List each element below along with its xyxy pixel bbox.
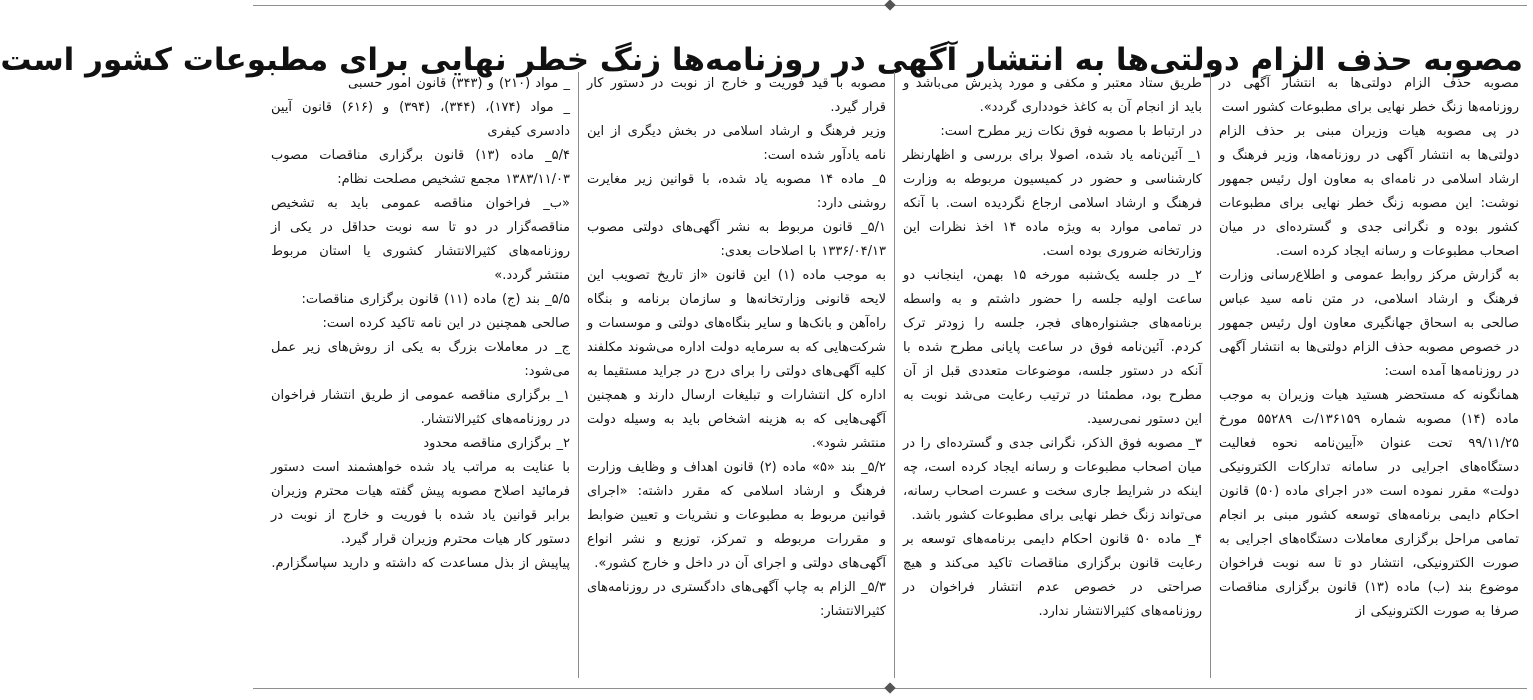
paragraph: ۴_ ماده ۵۰ قانون احکام دایمی برنامه‌های توسعه بر رعایت قانون برگزاری مناقصات تاکید می‌کند و هیچ صراحتی در خصوص عدم انتشار فراخوان در روزنامه‌های کثیرالانتشار ندارد. — [903, 532, 1202, 619]
paragraph: در پی مصوبه هیات وزیران مبنی بر حذف الزام دولتی‌ها به انتشار آگهی در روزنامه‌ها، وزیر فرهنگ و ارشاد اسلامی در نامه‌ای به معاون اول رئیس جمهور نوشت: این مصوبه زنگ خطر نهایی برای مطبوعات کشور بوده و نگرانی جدی و گسترده‌ای در میان اصحاب مطبوعات و رسانه ایجاد کرده است. — [1219, 124, 1519, 259]
paragraph: ۵/۵_ بند (ج) ماده (۱۱) قانون برگزاری مناقصات: — [301, 292, 570, 307]
paragraph: ۵/۳_ الزام به چاپ آگهی‌های دادگستری در روزنامه‌های کثیرالانتشار: — [587, 580, 886, 619]
paragraph: _ مواد (۲۱۰) و (۳۴۳) قانون امور حسبی — [347, 76, 570, 91]
paragraph: مصوبه حذف الزام دولتی‌ها به انتشار آگهی در روزنامه‌ها زنگ خطر نهایی برای مطبوعات کشور است — [1219, 76, 1519, 115]
paragraph: به گزارش مرکز روابط عمومی و اطلاع‌رسانی وزارت فرهنگ و ارشاد اسلامی، در متن نامه سید عباس صالحی به اسحاق جهانگیری معاون اول رئیس جمهور در خصوص مصوبه حذف الزام دولتی‌ها به انتشار آگهی در روزنامه‌ها آمده است: — [1219, 268, 1519, 379]
paragraph: به موجب ماده (۱) این قانون «از تاریخ تصویب این لایحه قانونی وزارتخانه‌ها و سازمان برنامه و بنگاه راه‌آهن و بانک‌ها و سایر بنگاه‌های دولتی و موسسات و شرکت‌هایی که به سرمایه دولت اداره می‌شوند مکلفند کلیه آگهی‌های دولتی را برای درج در جراید مستقیما به اداره کل انتشارات و تبلیغات ارسال دارند و همچنین آگهی‌هایی که به هزینه اشخاص باید به وسیله دولت منتشر شود». — [587, 268, 887, 451]
column-1 — [1211, 72, 1527, 678]
paragraph: ۱_ برگزاری مناقصه عمومی از طریق انتشار فراخوان در روزنامه‌های کثیرالانتشار. — [271, 388, 570, 427]
paragraph: ۲_ برگزاری مناقصه محدود — [423, 436, 570, 451]
paragraph: مصوبه با قید فوریت و خارج از نوبت در دستور کار قرار گیرد. — [587, 76, 886, 115]
column-3 — [579, 72, 895, 678]
paragraph: پیاپیش از بذل مساعدت که داشته و دارید سپاسگزارم. — [271, 556, 570, 571]
top-diamond-ornament — [884, 0, 895, 11]
column-4 — [263, 72, 579, 678]
bottom-diamond-ornament — [884, 682, 895, 693]
paragraph: با عنایت به مراتب یاد شده خواهشمند است دستور فرمائید اصلاح مصوبه پیش گفته هیات محترم وزیران برابر قوانین یاد شده با فوریت و خارج از نوبت در دستور کار هیات محترم وزیران قرار گیرد. — [271, 460, 570, 547]
paragraph: ۳_ مصوبه فوق الذکر، نگرانی جدی و گسترده‌ای را در میان اصحاب مطبوعات و رسانه ایجاد کرده است، چه اینکه در شرایط جاری سخت و عسرت اصحاب رسانه، می‌تواند زنگ خطر نهایی برای مطبوعات کشور باشد. — [903, 436, 1202, 523]
paragraph: ۱_ آئین‌نامه یاد شده، اصولا برای بررسی و اظهارنظر کارشناسی و حضور در کمیسیون مربوطه به وزارت فرهنگ و ارشاد اسلامی ارجاع نگردیده است. با آنکه در تمامی موارد به ویژه ماده ۱۴ اخذ نظرات این وزارتخانه ضروری بوده است. — [903, 148, 1202, 259]
paragraph: در ارتباط با مصوبه فوق نکات زیر مطرح است: — [940, 124, 1202, 139]
paragraph: «ب_ فراخوان مناقصه عمومی باید به تشخیص مناقصه‌گزار در دو تا سه نوبت حداقل در یکی از روزنامه‌های کثیرالانتشار کشوری یا استان مربوط منتشر گردد.» — [271, 196, 570, 283]
headline: مصوبه حذف الزام دولتی‌ها به انتشار آگهی در روزنامه‌ها زنگ خطر نهایی برای مطبوعات کشور است — [0, 41, 1523, 78]
paragraph: _ مواد (۱۷۴)، (۳۴۴)، (۳۹۴) و (۶۱۶) قانون آیین دادسری کیفری — [271, 100, 570, 139]
paragraph: ۲_ در جلسه یک‌شنبه مورخه ۱۵ بهمن، اینجانب دو ساعت اولیه جلسه را حضور داشتم و به واسطه برنامه‌های جشنواره‌های فجر، جلسه را زودتر ترک کردم. آئین‌نامه فوق در ساعت پایانی مطرح شده با آنکه در دستور جلسه، موضوعات متعددی قبل از آن مطرح بود، مطمئنا در ترتیب رعایت می‌شد نوبت به این دستور نمی‌رسید. — [903, 268, 1203, 427]
paragraph: ۵_ ماده ۱۴ مصوبه یاد شده، با قوانین زیر مغایرت روشنی دارد: — [587, 172, 886, 211]
paragraph: ۵/۴_ ماده (۱۳) قانون برگزاری مناقصات مصوب ۱۳۸۳/۱۱/۰۳ مجمع تشخیص مصلحت نظام: — [271, 148, 570, 187]
column-2 — [895, 72, 1211, 678]
paragraph: ج_ در معاملات بزرگ به یکی از روش‌های زیر عمل می‌شود: — [271, 340, 570, 379]
paragraph: صالحی همچنین در این نامه تاکید کرده است: — [322, 316, 570, 331]
paragraph: همانگونه که مستحضر هستید هیات وزیران به موجب ماده (۱۴) مصوبه شماره ۱۳۶۱۵۹/ت ۵۵۲۸۹ مورخ ۹۹/۱۱/۲۵ تحت عنوان «آیین‌نامه نحوه فعالیت دستگاه‌های اجرایی در سامانه تدارکات الکترونیکی دولت» مقرر نموده است «در اجرای ماده (۵۰) قانون احکام دایمی برنامه‌های توسعه کشور مبنی بر انجام تمامی مراحل برگزاری معاملات دستگاه‌های اجرایی به صورت الکترونیکی، انتشار دو تا سه نوبت فراخوان موضوع بند (ب) ماده (۱۳) قانون برگزاری مناقصات صرفا به صورت الکترونیکی از — [1219, 388, 1519, 619]
paragraph: وزیر فرهنگ و ارشاد اسلامی در بخش دیگری از این نامه یادآور شده است: — [587, 124, 886, 163]
article-columns — [253, 72, 1527, 678]
paragraph: ۵/۲_ بند «۵» ماده (۲) قانون اهداف و وظایف وزارت فرهنگ و ارشاد اسلامی که مقرر داشته: «اجرای قوانین مربوط به مطبوعات و نشریات و تعیین ضوابط و مقررات مربوطه و تمرکز، توزیع و نشر انواع آگهی‌های دولتی و اجرای آن در داخل و خارج کشور». — [587, 460, 886, 571]
paragraph: ۵/۱_ قانون مربوط به نشر آگهی‌های دولتی مصوب ۱۳۳۶/۰۴/۱۳ با اصلاحات بعدی: — [587, 220, 886, 259]
paragraph: طریق ستاد معتبر و مکفی و مورد پذیرش می‌باشد و باید از انجام آن به کاغذ خودداری گردد». — [903, 76, 1202, 115]
